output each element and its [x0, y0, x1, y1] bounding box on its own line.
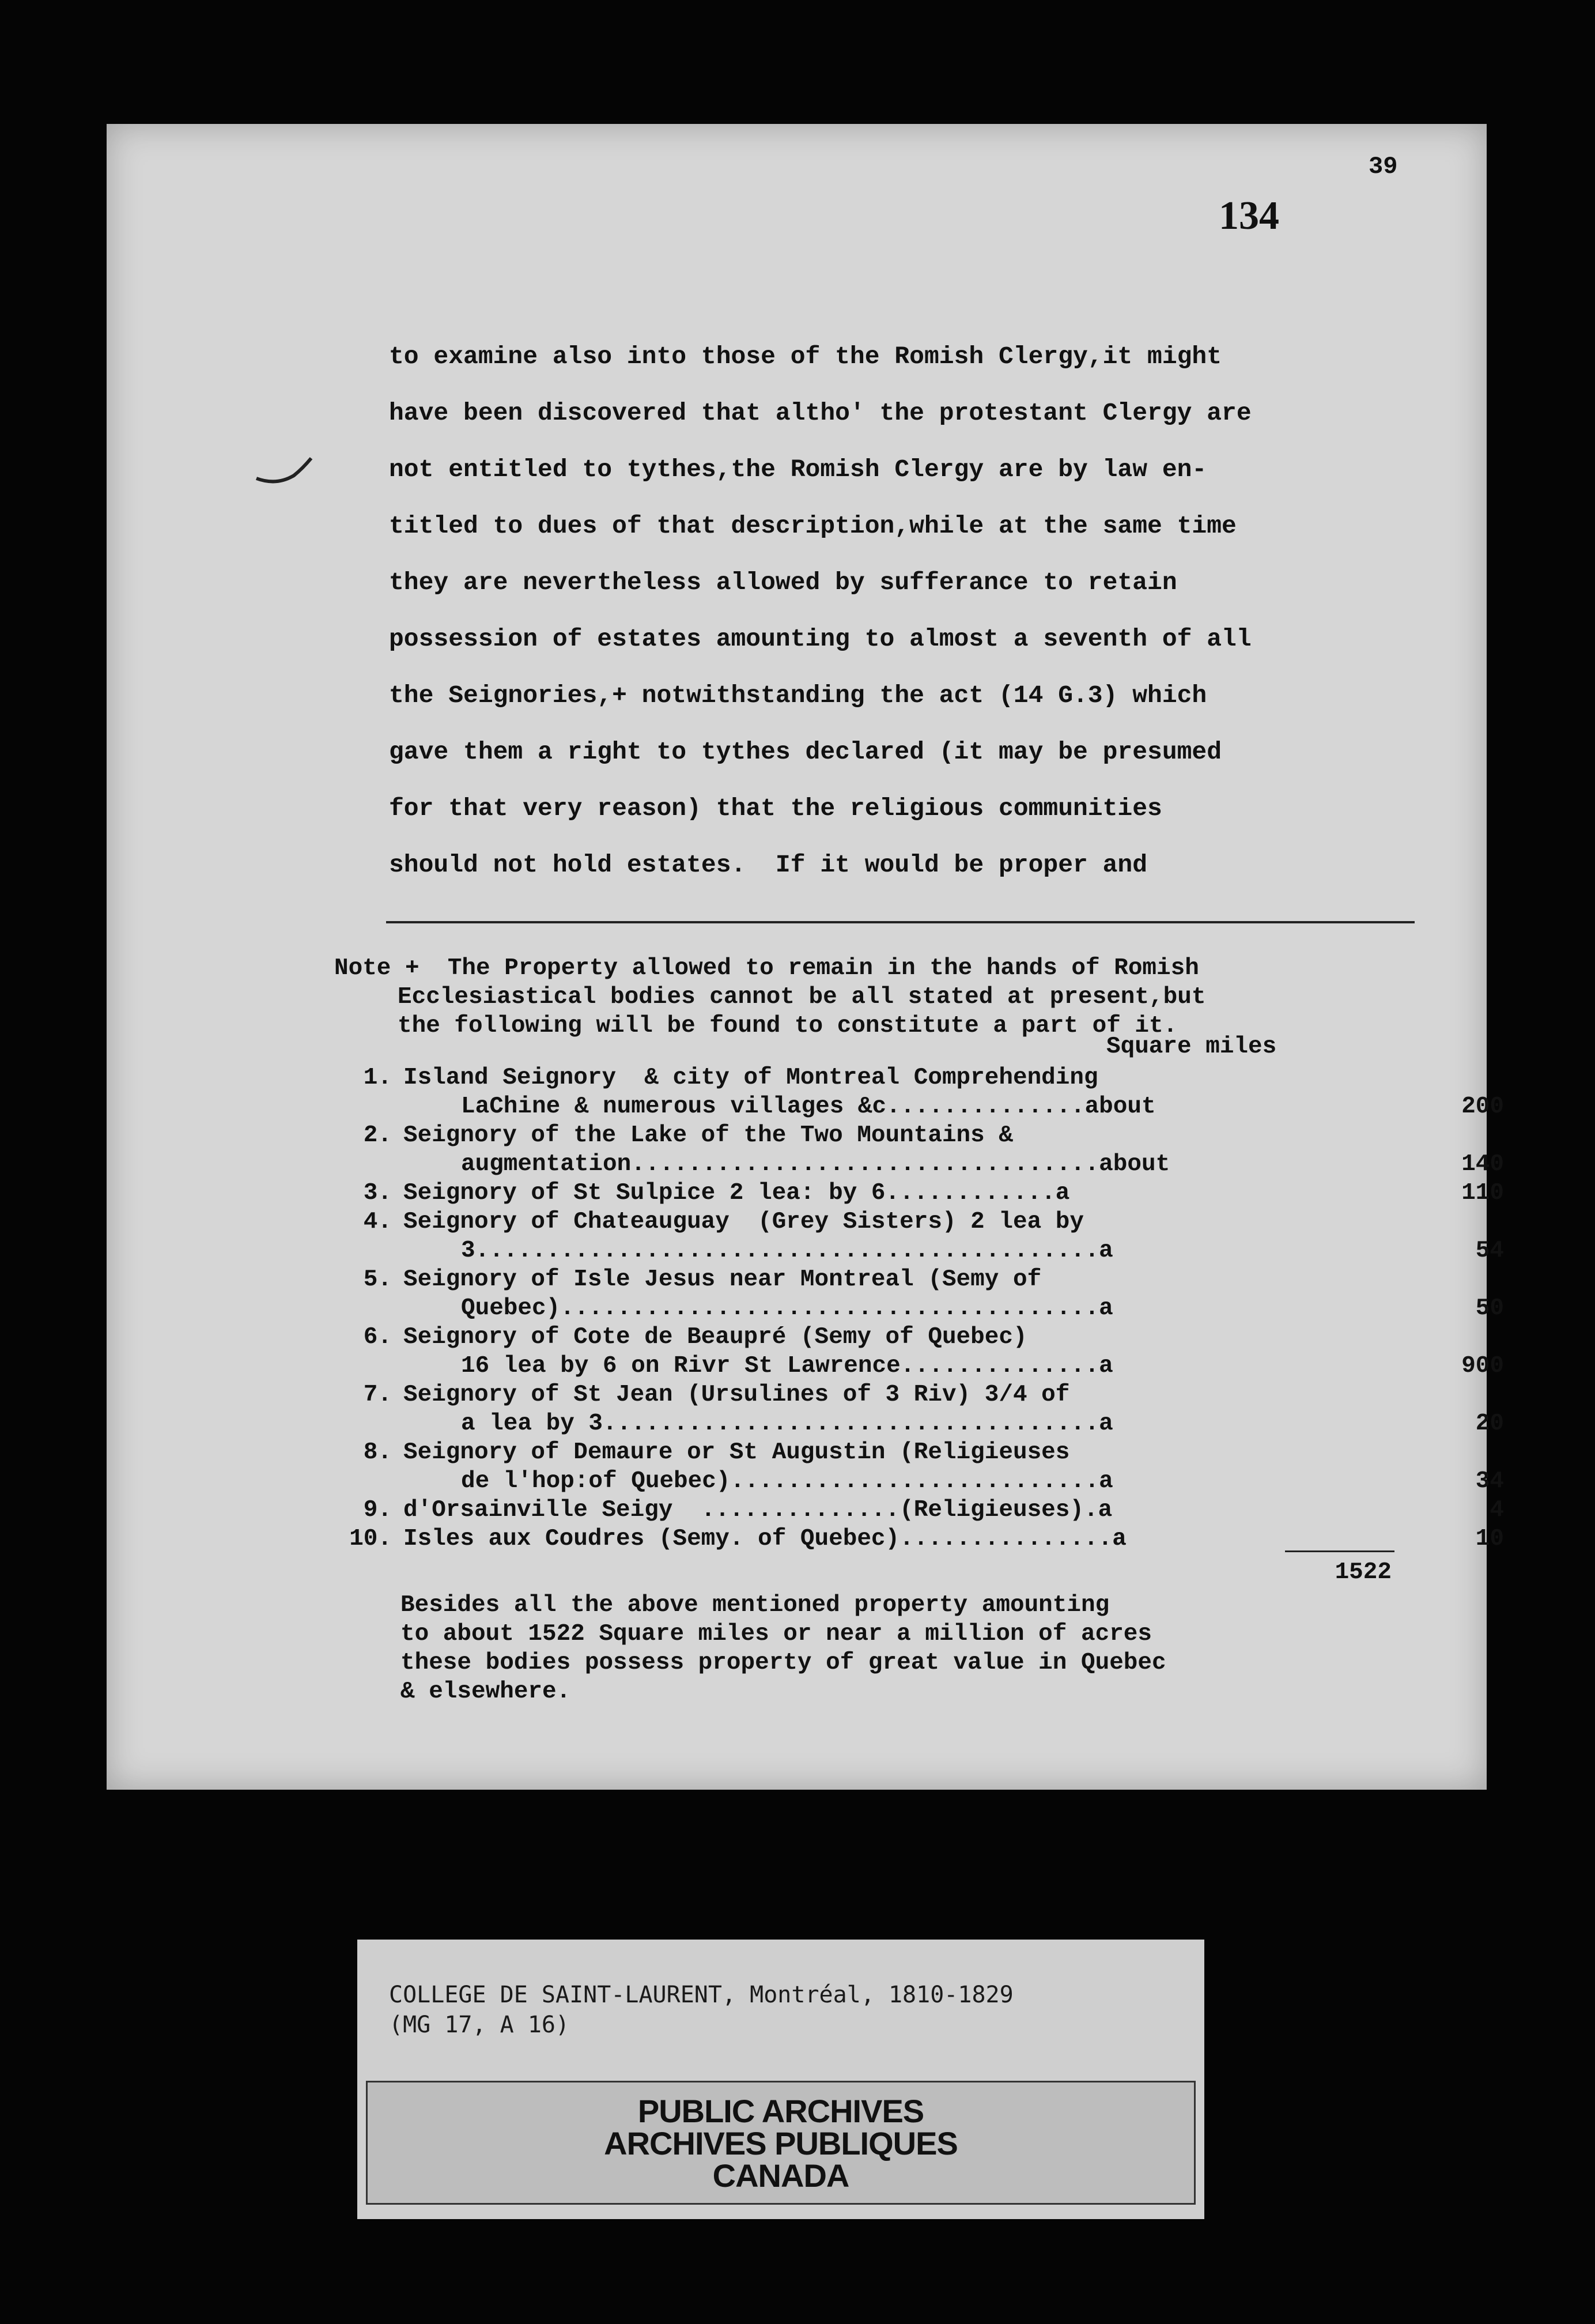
divider-rule [386, 921, 1415, 923]
item-number: 3. [363, 1180, 392, 1206]
property-list [328, 1063, 1510, 1553]
closing-line: these bodies possess property of great value in Quebec [400, 1650, 1166, 1676]
item-number: 2. [363, 1122, 392, 1149]
list-item [328, 1438, 1510, 1496]
body-line: gave them a right to tythes declared (it may be presumed [389, 738, 1222, 766]
item-amount: 140 [1461, 1151, 1504, 1178]
stamp-line: CANADA [712, 2157, 849, 2194]
body-text [389, 329, 1403, 893]
list-item [328, 1496, 1510, 1525]
item-amount: 20 [1475, 1410, 1504, 1437]
item-text: Seignory of Demaure or St Augustin (Religieuses [403, 1439, 1070, 1466]
total-rule [1285, 1550, 1394, 1552]
item-text: augmentation.................................about [461, 1151, 1170, 1178]
item-number: 4. [363, 1209, 392, 1235]
item-number: 7. [363, 1382, 392, 1408]
body-line: possession of estates amounting to almost a seventh of all [389, 625, 1252, 653]
item-text: Seignory of the Lake of the Two Mountains & [403, 1122, 1013, 1149]
list-item [328, 1525, 1510, 1553]
item-amount: 900 [1461, 1353, 1504, 1379]
page-number-main: 134 [1219, 194, 1279, 238]
closing-line: & elsewhere. [400, 1678, 571, 1705]
note-line: Ecclesiastical bodies cannot be all stated at present,but [398, 984, 1206, 1010]
archive-reference [389, 1980, 1014, 2040]
archive-reference-line: COLLEGE DE SAINT-LAURENT, Montréal, 1810-1829 [389, 1982, 1014, 2008]
note-heading [334, 954, 1504, 1040]
item-text: 16 lea by 6 on Rivr St Lawrence..............a [461, 1353, 1113, 1379]
item-text: 3............................................a [461, 1238, 1113, 1264]
archive-stamp [366, 2081, 1196, 2205]
item-number: 6. [363, 1324, 392, 1350]
list-item [328, 1063, 1510, 1121]
item-number: 8. [363, 1439, 392, 1466]
item-number: 10. [349, 1526, 392, 1552]
item-amount: 54 [1475, 1238, 1504, 1264]
stamp-line: PUBLIC ARCHIVES [637, 2093, 924, 2129]
page-number-top: 39 [1369, 153, 1398, 180]
item-text: d'Orsainville Seigy ..............(Religieuses).a [403, 1497, 1113, 1523]
list-item [328, 1380, 1510, 1438]
archive-reference-line: (MG 17, A 16) [389, 2012, 570, 2038]
body-line: have been discovered that altho' the protestant Clergy are [389, 399, 1252, 427]
body-line: to examine also into those of the Romish Clergy,it might [389, 342, 1222, 371]
square-miles-header: Square miles [1106, 1033, 1277, 1060]
body-line: they are nevertheless allowed by sufferance to retain [389, 568, 1177, 597]
item-text: Quebec)......................................a [461, 1295, 1113, 1322]
item-text: LaChine & numerous villages &c..............about [461, 1093, 1156, 1120]
item-text: Seignory of St Sulpice 2 lea: by 6............a [403, 1180, 1070, 1206]
item-text: a lea by 3...................................a [461, 1410, 1113, 1437]
document-page [107, 124, 1504, 1790]
closing-line: Besides all the above mentioned property amounting [400, 1592, 1110, 1618]
item-amount: 200 [1461, 1093, 1504, 1120]
item-text: Isles aux Coudres (Semy. of Quebec)...............a [403, 1526, 1127, 1552]
item-text: Seignory of Chateauguay (Grey Sisters) 2 lea by [403, 1209, 1084, 1235]
item-amount: 50 [1475, 1295, 1504, 1322]
item-text: Seignory of St Jean (Ursulines of 3 Riv) 3/4 of [403, 1382, 1070, 1408]
list-item [328, 1265, 1510, 1323]
list-item [328, 1179, 1510, 1208]
item-text: Seignory of Isle Jesus near Montreal (Semy of [403, 1266, 1042, 1293]
item-text: Island Seignory & city of Montreal Comprehending [403, 1065, 1098, 1091]
margin-tick-mark [254, 452, 317, 487]
item-number: 1. [363, 1065, 392, 1091]
body-line: should not hold estates. If it would be proper and [389, 851, 1148, 879]
item-text: de l'hop:of Quebec)..........................a [461, 1468, 1113, 1495]
item-number: 9. [363, 1497, 392, 1523]
item-number: 5. [363, 1266, 392, 1293]
item-amount: 10 [1475, 1526, 1504, 1552]
note-line: Note + The Property allowed to remain in the hands of Romish [334, 955, 1199, 982]
body-line: the Seignories,+ notwithstanding the act (14 G.3) which [389, 681, 1207, 710]
note-line: the following will be found to constitute a part of it. [398, 1013, 1178, 1039]
list-item [328, 1208, 1510, 1265]
item-amount: 110 [1461, 1180, 1504, 1206]
total-amount: 1522 [1335, 1559, 1392, 1586]
list-item [328, 1323, 1510, 1380]
list-item [328, 1121, 1510, 1179]
item-amount: 34 [1475, 1468, 1504, 1495]
body-line: for that very reason) that the religious communities [389, 794, 1162, 823]
archive-card [357, 1940, 1204, 2219]
closing-paragraph [400, 1591, 1438, 1706]
closing-line: to about 1522 Square miles or near a million of acres [400, 1621, 1152, 1647]
body-line: titled to dues of that description,while at the same time [389, 512, 1237, 540]
item-amount: 4 [1490, 1497, 1504, 1523]
item-text: Seignory of Cote de Beaupré (Semy of Quebec) [403, 1324, 1027, 1350]
body-line: not entitled to tythes,the Romish Clergy are by law en- [389, 455, 1207, 484]
stamp-line: ARCHIVES PUBLIQUES [604, 2125, 958, 2161]
